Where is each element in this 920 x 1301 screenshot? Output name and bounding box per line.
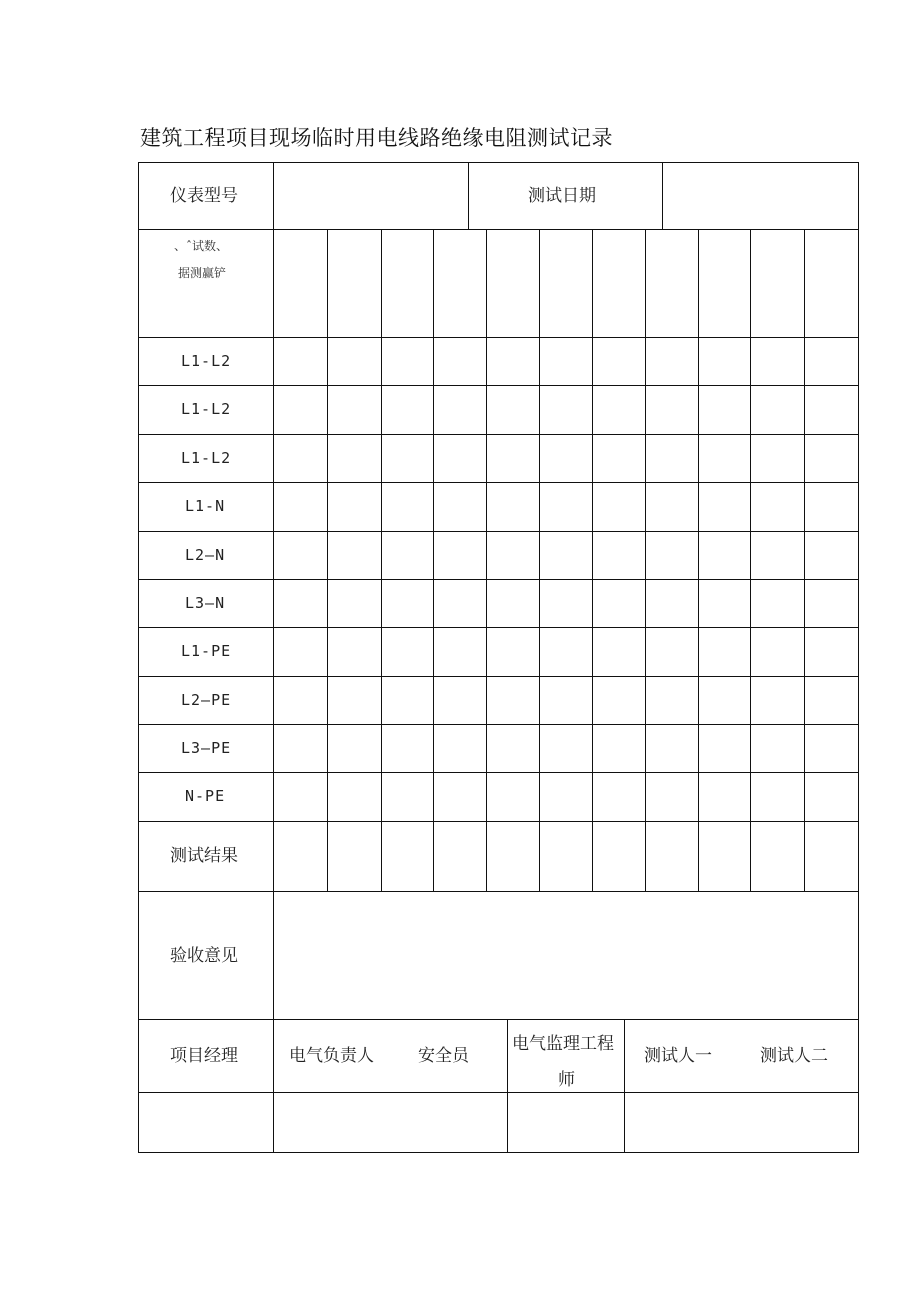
row-label-l2-n: L2—N <box>185 546 226 564</box>
project-manager-label: 项目经理 <box>170 1046 238 1066</box>
grid-column-divider <box>645 229 646 891</box>
grid-column-divider <box>381 229 382 891</box>
page-title: 建筑工程项目现场临时用电线路绝缘电阻测试记录 <box>140 126 613 150</box>
column-divider <box>468 162 469 229</box>
supervisor-label-line1: 电气监理工程 <box>512 1034 614 1054</box>
grid-column-divider <box>327 229 328 891</box>
acceptance-field[interactable] <box>275 893 857 1018</box>
table-border-top <box>138 162 859 163</box>
project-manager-signature[interactable] <box>140 1094 272 1151</box>
column-divider <box>273 162 274 1153</box>
supervisor-label-line2: 师 <box>558 1070 575 1090</box>
table-border-left <box>138 162 139 1153</box>
row-label-l1-l2: L1-L2 <box>181 449 232 467</box>
row-label-l1-n: L1-N <box>185 497 226 515</box>
row-divider <box>138 1092 859 1093</box>
row-label-l2-pe: L2—PE <box>181 691 232 709</box>
signature-divider <box>507 1019 508 1153</box>
supervisor-signature[interactable] <box>509 1094 623 1151</box>
grid-column-divider <box>698 229 699 891</box>
grid-column-divider <box>750 229 751 891</box>
row-label-l1-l2: L1-L2 <box>181 400 232 418</box>
meter-model-field[interactable] <box>275 164 467 228</box>
row-label-l3-pe: L3—PE <box>181 739 232 757</box>
data-header-line2: 据测赢铲 <box>178 266 227 280</box>
table-border-right <box>858 162 859 1153</box>
table-border-bottom <box>138 1152 859 1153</box>
test-date-field[interactable] <box>664 164 857 228</box>
tester-one-label: 测试人一 <box>644 1046 712 1066</box>
row-label-l1-l2: L1-L2 <box>181 352 232 370</box>
test-record-table <box>138 162 859 1153</box>
grid-column-divider <box>486 229 487 891</box>
safety-officer-label: 安全员 <box>418 1046 469 1066</box>
row-label-n-pe: N-PE <box>185 787 226 805</box>
column-divider <box>662 162 663 229</box>
grid-column-divider <box>592 229 593 891</box>
data-header-line1: 、ˆ试数、 <box>174 239 229 253</box>
row-label-l3-n: L3—N <box>185 594 226 612</box>
row-divider <box>138 891 859 892</box>
test-result-label: 测试结果 <box>170 846 238 866</box>
tester-signature[interactable] <box>626 1094 857 1151</box>
signature-divider <box>624 1019 625 1153</box>
lead-safety-signature[interactable] <box>275 1094 506 1151</box>
tester-two-label: 测试人二 <box>760 1046 828 1066</box>
test-date-label: 测试日期 <box>528 186 596 206</box>
row-divider <box>138 1019 859 1020</box>
electrical-lead-label: 电气负责人 <box>289 1046 374 1066</box>
meter-model-label: 仪表型号 <box>170 186 238 206</box>
grid-column-divider <box>539 229 540 891</box>
grid-column-divider <box>804 229 805 891</box>
row-label-l1-pe: L1-PE <box>181 642 232 660</box>
acceptance-label: 验收意见 <box>170 946 238 966</box>
grid-column-divider <box>433 229 434 891</box>
